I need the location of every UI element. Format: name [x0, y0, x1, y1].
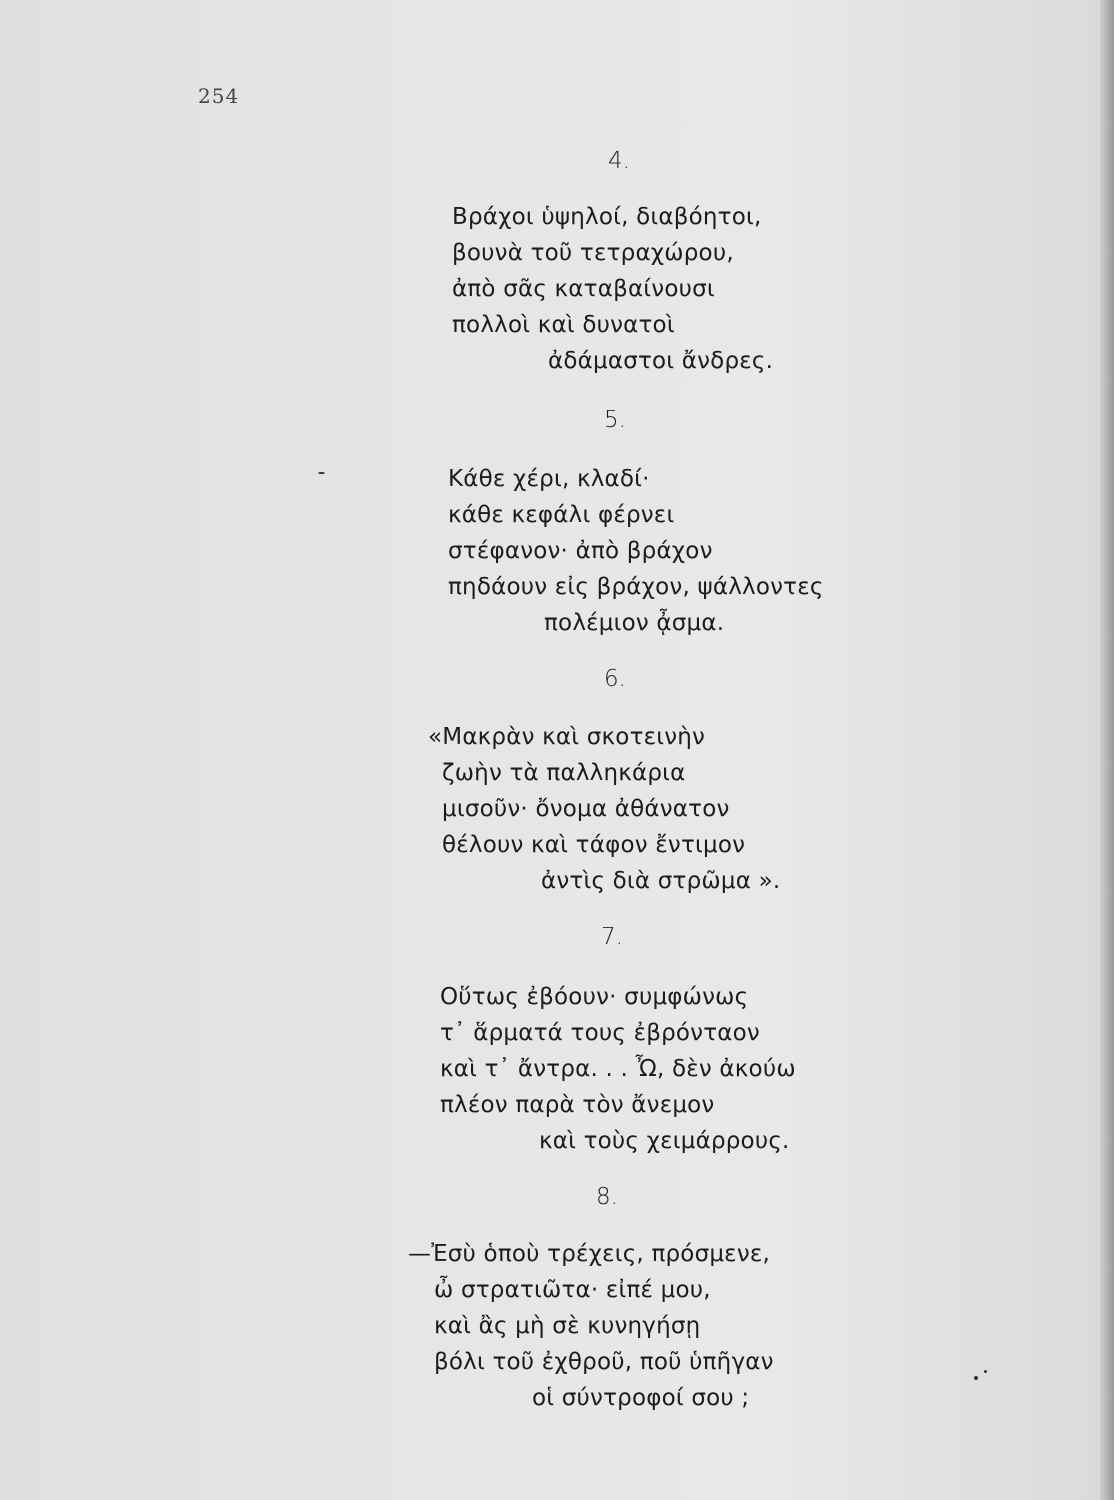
- page-edge-shadow: [1100, 0, 1114, 1500]
- stanza-6-line-3: μισοῦν· ὄνομα ἀθάνατον: [442, 796, 730, 822]
- stanza-number-5: 5.: [604, 407, 626, 433]
- stanza-6-line-4: θέλουν καὶ τάφον ἔντιμον: [442, 832, 746, 858]
- stanza-number-7: 7.: [601, 924, 623, 950]
- stanza-7-line-3: καὶ τ᾽ ἄντρα. . . Ὦ, δὲν ἀκούω: [440, 1056, 796, 1082]
- page-number: 254: [198, 84, 240, 108]
- stanza-number-8: 8.: [596, 1184, 618, 1210]
- stanza-7-line-4: πλέον παρὰ τὸν ἄνεμον: [440, 1092, 715, 1118]
- stanza-5-line-1: Κάθε χέρι, κλαδί·: [448, 466, 650, 492]
- stanza-8-line-1: —Ἐσὺ ὁποὺ τρέχεις, πρόσμενε,: [408, 1241, 771, 1267]
- stanza-7-line-1: Οὕτως ἐβόουν· συμφώνως: [440, 984, 749, 1010]
- stanza-4-line-5: ἀδάμαστοι ἄνδρες.: [548, 348, 774, 374]
- stanza-6-line-2: ζωὴν τὰ παλληκάρια: [442, 760, 686, 786]
- stanza-4-line-1: Βράχοι ὑψηλοί, διαβόητοι,: [452, 204, 762, 230]
- stanza-8-line-2: ὦ στρατιῶτα· εἰπέ μου,: [434, 1277, 711, 1303]
- print-speck: [984, 1370, 987, 1373]
- stanza-4-line-3: ἀπὸ σᾶς καταβαίνουσι: [452, 276, 715, 302]
- stanza-8-line-5: οἱ σύντροφοί σου ;: [532, 1385, 750, 1411]
- stanza-8-line-4: βόλι τοῦ ἐχθροῦ, ποῦ ὑπῆγαν: [434, 1349, 774, 1375]
- stanza-4-line-2: βουνὰ τοῦ τετραχώρου,: [452, 240, 734, 266]
- stanza-5-line-4: πηδάουν εἰς βράχον, ψάλλοντες: [448, 574, 824, 600]
- stanza-4-line-4: πολλοὶ καὶ δυνατοὶ: [452, 312, 675, 338]
- stanza-5-line-5: πολέμιον ᾆσμα.: [544, 610, 725, 636]
- stanza-6-line-1: «Μακρὰν καὶ σκοτεινὴν: [428, 724, 706, 750]
- stanza-7-line-5: καὶ τοὺς χειμάρρους.: [539, 1128, 790, 1154]
- print-speck: [318, 472, 325, 474]
- stanza-number-6: 6.: [604, 666, 626, 692]
- stanza-number-4: 4.: [608, 148, 630, 174]
- stanza-7-line-2: τ᾽ ἅρματά τους ἐβρόνταον: [440, 1020, 760, 1046]
- stanza-5-line-2: κάθε κεφάλι φέρνει: [448, 502, 675, 528]
- print-speck: [974, 1376, 978, 1380]
- stanza-6-line-5: ἀντὶς διὰ στρῶμα ».: [541, 868, 781, 894]
- stanza-5-line-3: στέφανον· ἀπὸ βράχον: [448, 538, 713, 564]
- stanza-8-line-3: καὶ ἂς μὴ σὲ κυνηγήσῃ: [434, 1313, 701, 1339]
